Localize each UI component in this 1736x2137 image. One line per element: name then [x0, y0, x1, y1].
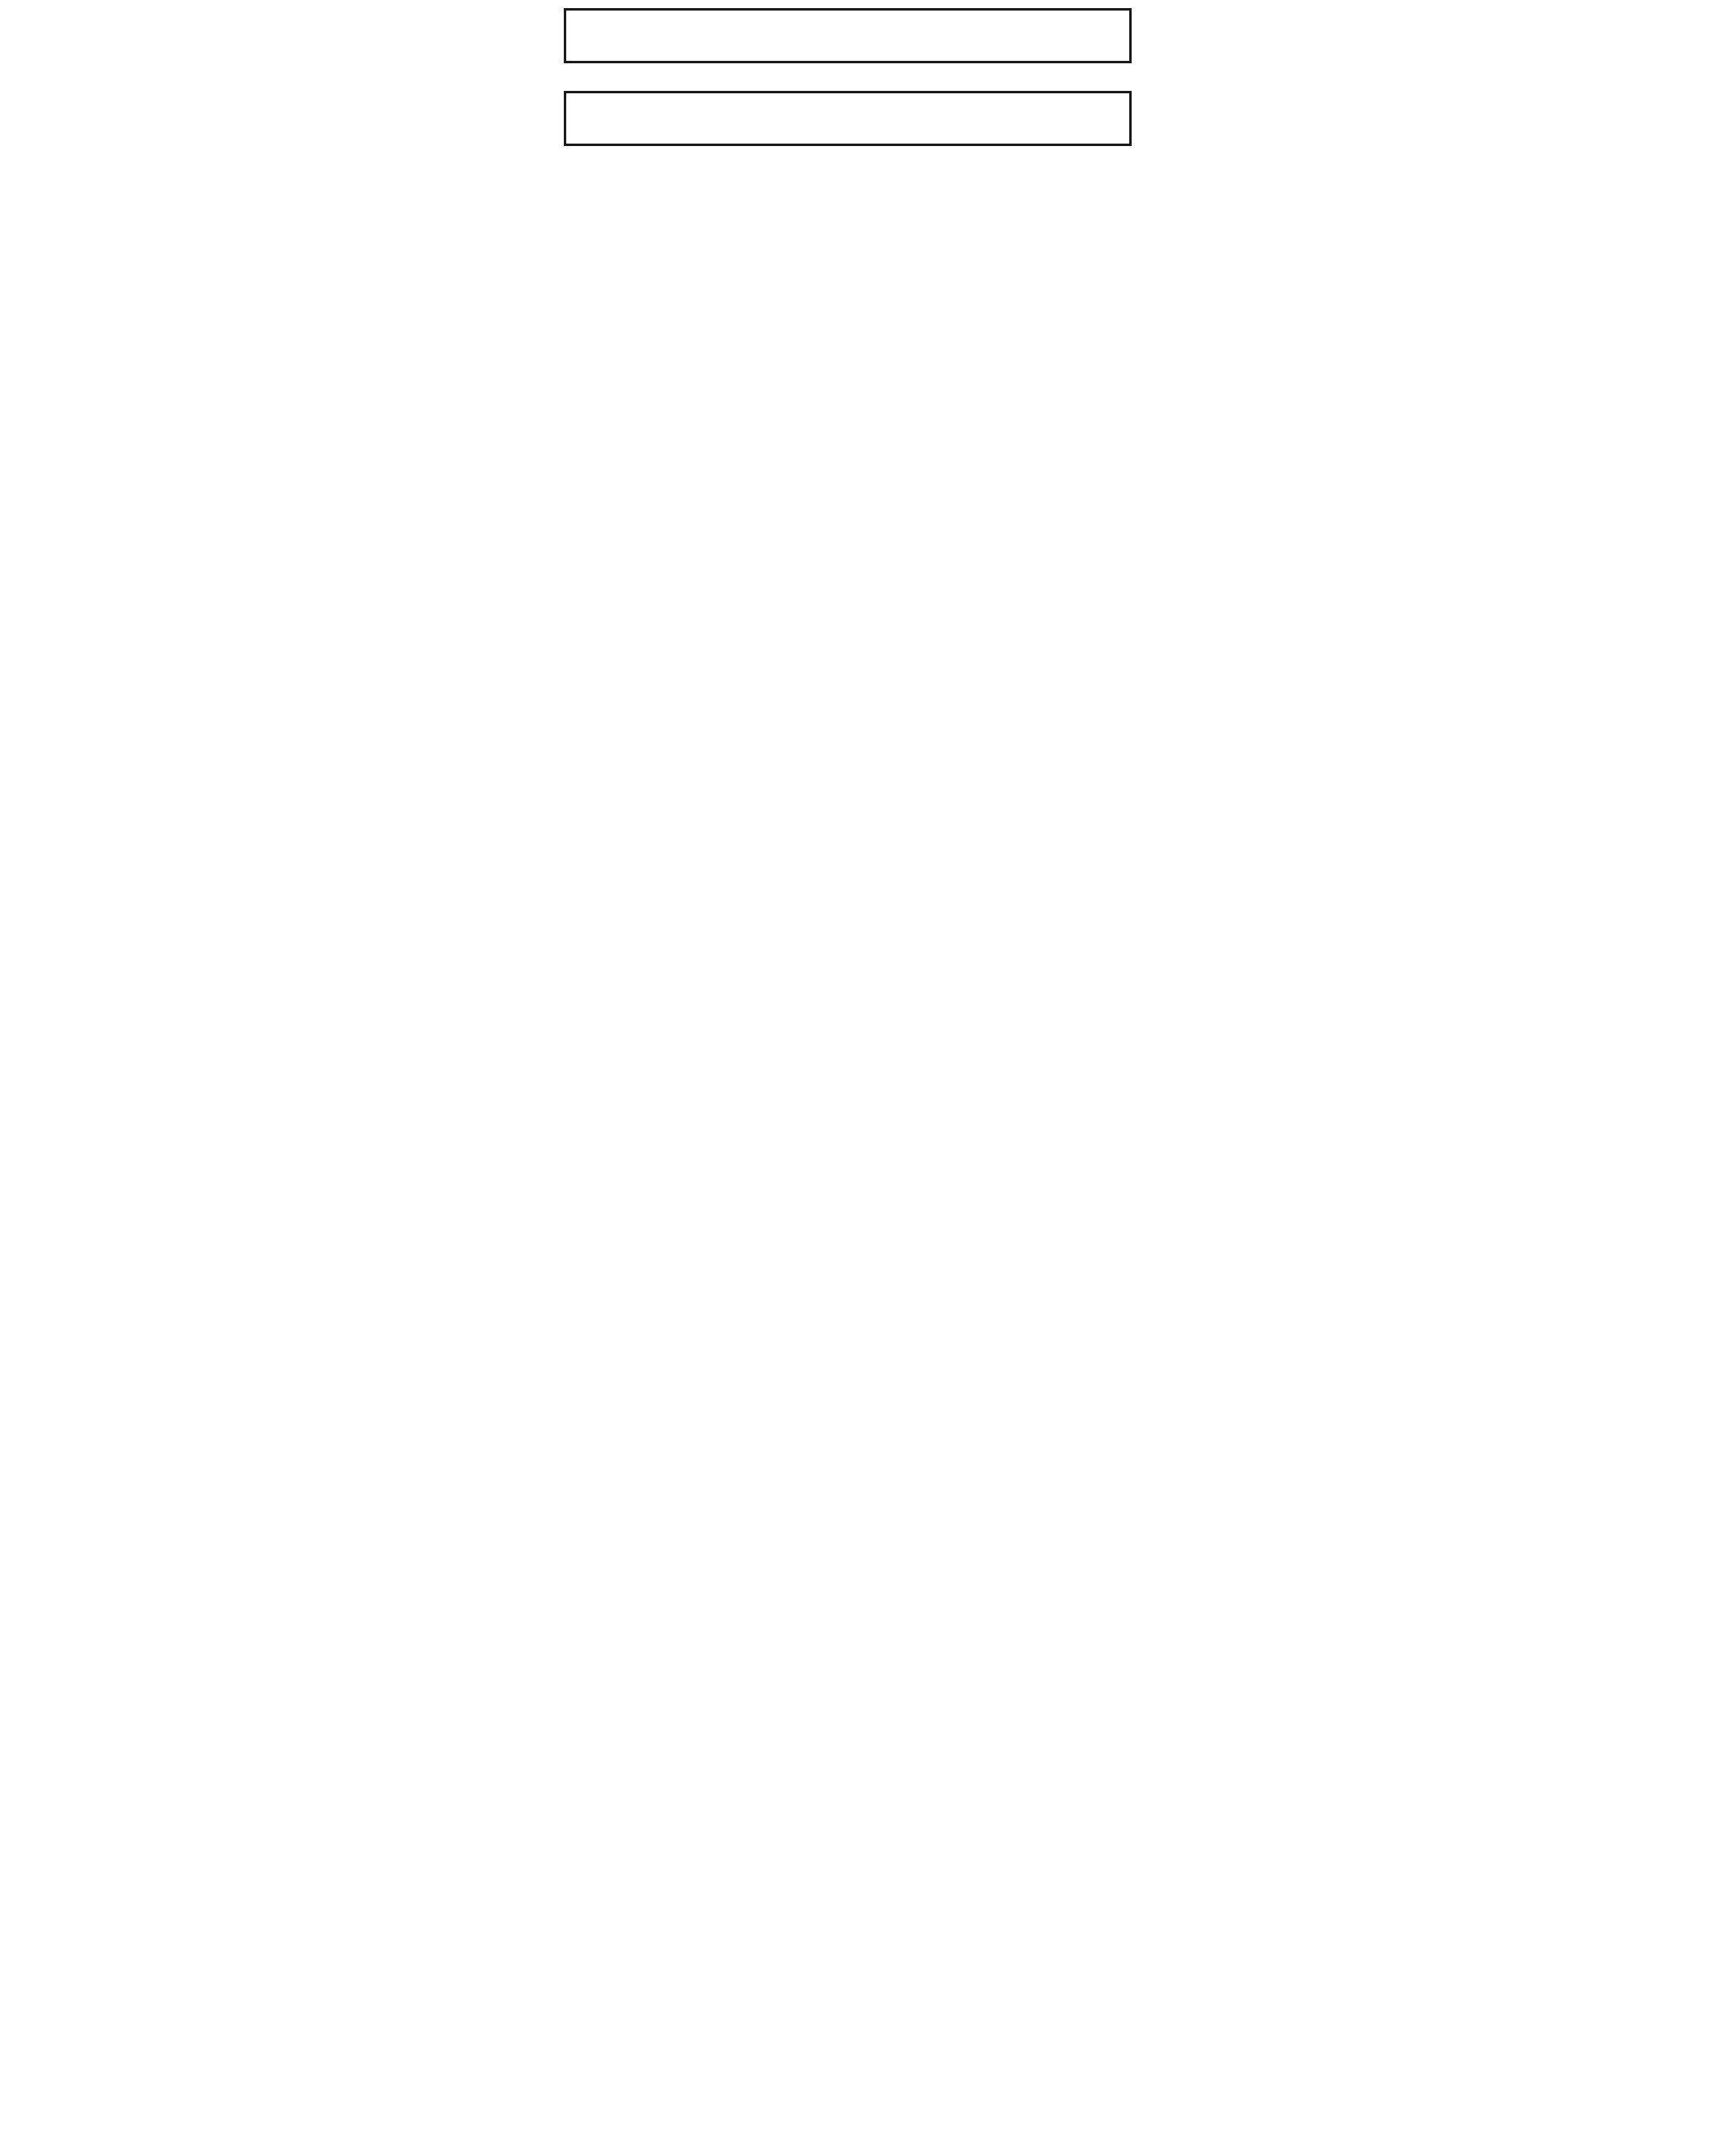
- control-system-box: [564, 8, 1132, 63]
- line-management-box: [564, 91, 1132, 146]
